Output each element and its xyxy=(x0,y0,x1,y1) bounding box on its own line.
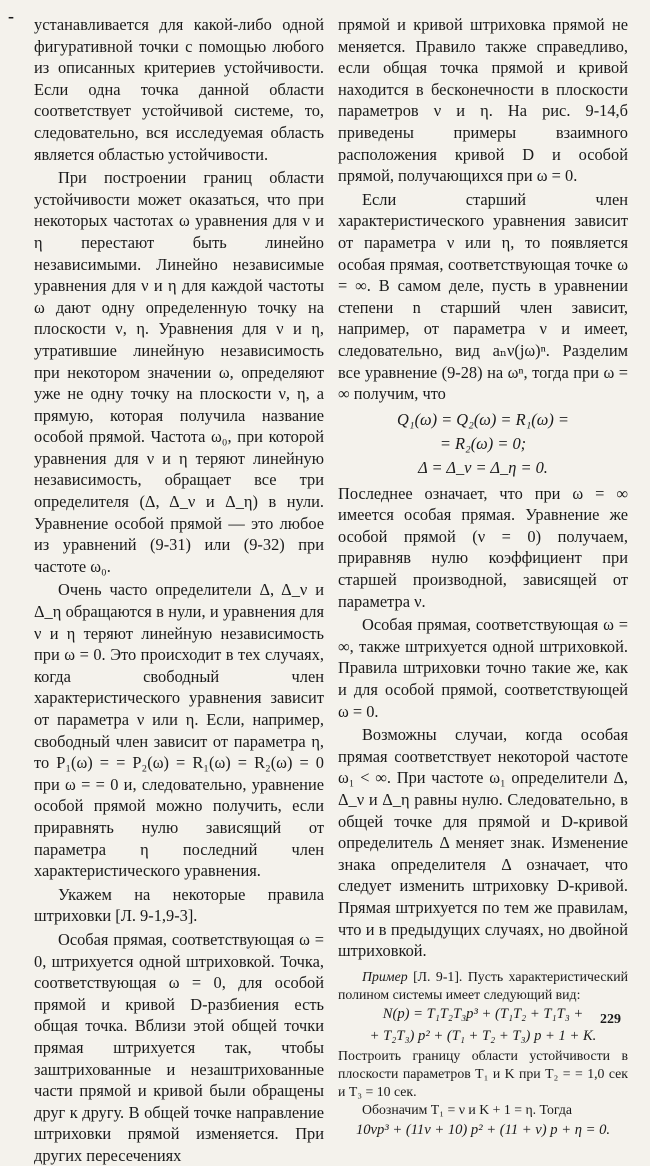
paragraph: Возможны случаи, когда особая прямая соответствует некоторой частоте ω₁ < ∞. При частоте ω₁ определители Δ, Δ_ν и Δ_η равны нулю. Следовательно, в общей точке для прямой и D-кривой определитель Δ меняет знак. Изменение знака определителя Δ означает, что следует изменить штриховку D-кривой. Прямая штрихуется по тем же правилам, что и в предыдущих случаях, но двойной штриховкой. xyxy=(338,725,628,961)
paragraph: Последнее означает, что при ω = ∞ имеется особая прямая. Уравнение же особой прямой (ν = 0) получаем, приравняв нулю коэффициент при старшей производной, зависящей от параметра ν. xyxy=(338,483,628,611)
paragraph: Особая прямая, соответствующая ω = ∞, также штрихуется одной штриховкой. Правила штриховки точно такие же, как и для особой прямой, соответствующей ω = 0. xyxy=(338,615,628,721)
equation-block xyxy=(338,408,628,480)
paragraph: прямой и кривой штриховка прямой не меняется. Правило также справедливо, если общая точка прямой и кривой находится в бесконечности в плоскости параметров ν и η. На рис. 9-14,б приведены примеры взаимного расположения кривой D и особой прямой, получающихся при ω = 0. xyxy=(338,15,628,186)
paragraph: Очень часто определители Δ, Δ_ν и Δ_η обращаются в нули, и уравнения для ν и η теряют линейную независимость при ω = 0. Это происходит в тех случаях, когда свободный член характеристического уравнения зависит от параметра ν или η. Если, например, свободный член зависит от параметра η, то P₁(ω) = = P₂(ω) = R₁(ω) = R₂(ω) = 0 при ω = = 0 и, следовательно, уравнение особой прямой можно получить, если приравнять нулю зависящий от параметра η последний член характеристического уравнения. xyxy=(34,580,324,881)
example-text: Пусть характеристический полином системы имеет следующий вид: xyxy=(338,968,628,1002)
page-number: 229 xyxy=(600,1012,621,1027)
right-column xyxy=(338,14,628,1141)
equation-line: = R₂(ω) = 0; xyxy=(439,433,527,453)
equation-line: Δ = Δ_ν = Δ_η = 0. xyxy=(418,457,548,477)
paragraph: При построении границ области устойчивости может оказаться, что при некоторых частотах ω уравнения для ν и η перестают быть линейно независимыми. Линейно независимые уравнения для ν и η для каждой частоты ω дают одну определенную точку на плоскости ν, η. Уравнения для ν и η, утратившие линейную независимость при некотором значении ω, определяют уже не одну точку на плоскости ν, η, а прямую, которая получила название особой прямой. Частота ω₀, при которой уравнения для ν и η теряют линейную независимость, обращает все три определителя (Δ, Δ_ν и Δ_η) в нули. Уравнение особой прямой — это любое из уравнений (9-31) или (9-32) при частоте ω₀. xyxy=(34,168,324,576)
equation-line: N(p) = T₁T₂T₃p³ + (T₁T₂ + T₁T₃ + xyxy=(382,1006,584,1023)
top-mark: - xyxy=(8,6,14,26)
example-equation xyxy=(338,1003,628,1047)
paragraph: Укажем на некоторые правила штриховки [Л. 9-1,9-3]. xyxy=(34,884,324,926)
paragraph: устанавливается для какой-либо одной фигуративной точки с помощью любого из описанных критериев устойчивости. Если одна точка данной области соответствует устойчивой системе, то, следовательно, вся исследуемая область является областью устойчивости. xyxy=(34,15,324,164)
example-text: Обозначим T₁ = ν и K + 1 = η. Тогда xyxy=(362,1101,572,1117)
example-text: Построить границу области устойчивости в плоскости параметров T₁ и K при T₂ = = 1,0 сек и T₃ = 10 сек. xyxy=(338,1048,628,1099)
paragraph: Особая прямая, соответствующая ω = 0, штрихуется одной штриховкой. Точка, соответствующая ω = 0, для особой прямой и кривой D-разбиения есть общая точка. Вблизи этой общей точки прямая штрихуется так, чтобы заштрихованные и незаштрихованные части прямой и кривой были обращены друг к другу. В общей точке направление штриховки прямой изменяется. При других пересечениях xyxy=(34,929,324,1165)
equation-line: Q₁(ω) = Q₂(ω) = R₁(ω) = xyxy=(397,409,569,429)
example-label: Пример xyxy=(362,968,408,984)
paragraph: Если старший член характеристического уравнения зависит от параметра ν или η, то появляется особая прямая, соответствующая точке ω = ∞. В самом деле, пусть в уравнении степени n старший член зависит, например, от параметра ν и имеет, следовательно, вид aₙν(jω)ⁿ. Разделим все уравнение (9-28) на ωⁿ, тогда при ω = ∞ получим, что xyxy=(338,189,628,404)
equation-line: + T₂T₃) p² + (T₁ + T₂ + T₃) p + 1 + K. xyxy=(369,1028,597,1045)
example-block xyxy=(338,968,628,1141)
example-reference: [Л. 9-1]. xyxy=(413,968,463,984)
equation-line: 10νp³ + (11ν + 10) p² + (11 + ν) p + η = 0. xyxy=(355,1121,611,1138)
left-column xyxy=(34,14,324,1166)
